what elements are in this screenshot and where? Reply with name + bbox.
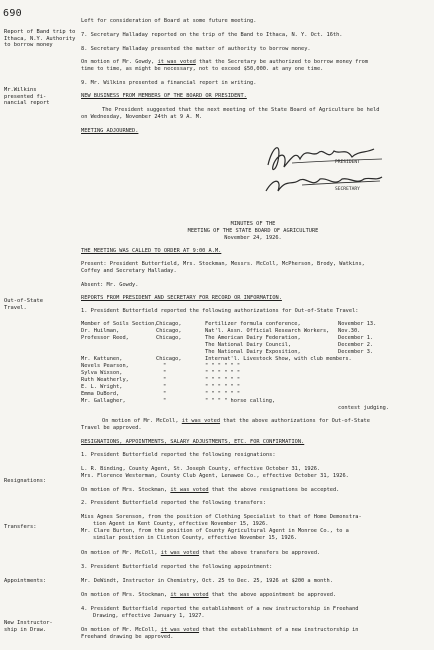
contest-judging: contest judging. [338, 405, 390, 411]
margin-note-transfers: Transfers: [4, 524, 37, 530]
page-number: 690 [3, 8, 22, 19]
president-suggestion-line-1: The President suggested that the next meeting of the State Board of Agriculture be held [102, 107, 380, 113]
called-to-order: THE MEETING WAS CALLED TO ORDER AT 9:00 A.M. [81, 248, 222, 254]
borrow-motion-line-2: time to time, as might be necessary, not to exceed $50,000. at any one time. [81, 66, 324, 72]
president-suggestion-line-2: on Wednesday, November 24th at 9 A. M. [81, 114, 203, 120]
minutes-page: 690 Report of Band trip to Ithaca, N.Y. Authority to borrow money Mr.Wilkins presented fi- nancial report Out-of-State Travel. Resignations: Transfers: Appointments: New Instructor- ship in Draw. Left for consideration of Board at some future meeting. 7. Secretary Halladay reported on the trip of the Band to Ithaca, N. Y. Oct. 16th. 8. Secretary Halladay presented the matter of authority to borrow money. On motion of Mr. Gowdy, it was voted that the Secretary be authorized to borrow money from time to time, as might be necessary, not to exceed $50,000. at any one time. 9. Mr. Wilkins presented a financial report in writing. NEW BUSINESS FROM MEMBERS OF THE BOARD OR PRESIDENT. The President suggested that the next meeting of the State Board of Agriculture be held on Wednesday, November 24th at 9 A. M. MEETING ADJOURNED. PRESIDENT SECRETARY MINUTES OF THE MEETING OF THE STATE BOARD OF AGRICULTURE November 24, 1926. THE MEETING WAS CALLED TO ORDER AT 9:00 A.M. Present: President Butterfield, Mrs. Stockman, Messrs. McColl, McPherson, Brody, Watkins, Coffey and Secretary Halladay. Absent: Mr. Gowdy. REPORTS FROM PRESIDENT AND SECRETARY FOR RECORD OR INFORMATION. 1. President Butterfield reported the following authorizations for Out-of-State Travel: Member of Soils Section, Chicago, Fertilizer formula conference, November 13. Dr. Huilman, Chicago, Nat'l. Assn. Official Research Workers, Nov.30. Professor Reed, Chicago, The American Dairy Federation, December 1. The National Dairy Council, December 2. The National Dairy Exposition, December 3. Mr. Kattunen, Chicago, Internat'l. Livestock Show, with club members. Nevels Pearson, " " " " " " " Sylva Wixson, " " " " " " " Ruth Weatherly, " " " " " " " E. L. Wright, " " " " " " " Emma DuBord, " " " " " " " Mr. Gallagher, " " " " " horse calling, contest judging. On motion of Mr. McColl, it was voted that the above authorizations for Out-of-State Travel be approved. RESIGNATIONS, APPOINTMENTS, SALARY ADJUSTMENTS, ETC. FOR CONFIRMATION. 1. President Butterfield reported the following resignations: L. R. Binding, County Agent, St. Joseph County, effective October 31, 1926. Mrs. Florence Westerman, County Club Agent, Lenawee Co., effective October 31, 1926. On motion of Mrs. Stockman, it was voted that the above resignations be accepted. 2. President Butterfield reported the following transfers: Miss Agnes Sorenson, from the position of Clothing Specialist to that of Home Demonstra- tion Agent in Kent County, effective November 15, 1926. Mr. Clare Burton, from the position of County Agricultural Agent in Monroe Co., to a similar position in Clinton County, effective November 15, 1926. On motion of Mr. McColl, it was voted that the above transfers be approved. 3. President Butterfield reported the following appointment: Mr. DeWindt, Instructor in Chemistry, Oct. 25 to Dec. 25, 1926 at $200 a month. On motion of Mrs. Stockman, it was voted that the above appointment be approved. 4. President Butterfield reported the establishment of a new instructorship in Freehand Drawing, effective January 1, 1927. On motion of Mr. McColl, it was voted that the establishment of a new instructorship in Freehand drawing be approved. [0, 0, 434, 650]
meeting-date: November 24, 1926. [224, 235, 282, 241]
margin-note-wilkins: Mr.Wilkins presented fi- nancial report [4, 87, 50, 107]
margin-note-appointments: Appointments: [4, 578, 47, 584]
appointments-item-3: 3. President Butterfield reported the following appointment: [81, 564, 273, 570]
instructorship-motion-line-1: On motion of Mr. McColl, it was voted that the establishment of a new instructorship in [81, 627, 359, 633]
signature-secretary-label: SECRETARY [335, 187, 360, 192]
margin-note-resignations: Resignations: [4, 478, 47, 484]
transfer-sorenson-line-1: Miss Agnes Sorenson, from the position of Clothing Specialist to that of Home Demonstra- [81, 514, 362, 520]
transfer-motion: On motion of Mr. McColl, it was voted that the above transfers be approved. [81, 550, 321, 556]
transfer-sorenson-line-2: tion Agent in Kent County, effective November 15, 1926. [93, 521, 269, 527]
margin-note-band-trip: Report of Band trip to Ithaca, N.Y. Authority to borrow money [4, 29, 76, 49]
travel-motion-line-1: On motion of Mr. McColl, it was voted that the above authorizations for Out-of-State [102, 418, 370, 424]
margin-note-out-of-state: Out-of-State Travel. [4, 298, 43, 311]
resignation-westerman: Mrs. Florence Westerman, County Club Agent, Lenawee Co., effective October 31, 1926. [81, 473, 349, 479]
minutes-heading: MINUTES OF THE [230, 221, 276, 227]
appointment-motion: On motion of Mrs. Stockman, it was voted that the above appointment be approved. [81, 592, 337, 598]
item-8: 8. Secretary Halladay presented the matter of authority to borrow money. [81, 46, 311, 52]
reports-heading: REPORTS FROM PRESIDENT AND SECRETARY FOR RECORD OR INFORMATION. [81, 295, 282, 301]
resignations-item-1: 1. President Butterfield reported the following resignations: [81, 452, 276, 458]
instructorship-motion-line-2: Freehand drawing be approved. [81, 634, 174, 640]
absent-line: Absent: Mr. Gowdy. [81, 282, 139, 288]
travel-motion-line-2: Travel be approved. [81, 425, 142, 431]
meeting-adjourned: MEETING ADJOURNED. [81, 128, 139, 134]
item-7: 7. Secretary Halladay reported on the trip of the Band to Ithaca, N. Y. Oct. 16th. [81, 32, 343, 38]
transfers-item-2: 2. President Butterfield reported the following transfers: [81, 500, 266, 506]
meeting-heading: MEETING OF THE STATE BOARD OF AGRICULTURE [187, 228, 319, 234]
present-line-1: Present: President Butterfield, Mrs. Stockman, Messrs. McColl, McPherson, Brody, Watkins, [81, 261, 365, 267]
resignation-binding: L. R. Binding, County Agent, St. Joseph County, effective October 31, 1926. [81, 466, 321, 472]
left-for-consideration: Left for consideration of Board at some future meeting. [81, 18, 257, 24]
resignation-motion: On motion of Mrs. Stockman, it was voted that the above resignations be accepted. [81, 487, 340, 493]
item-9: 9. Mr. Wilkins presented a financial report in writing. [81, 80, 257, 86]
signature-president-label: PRESIDENT [335, 160, 360, 165]
travel-item-1: 1. President Butterfield reported the following authorizations for Out-of-State Travel: [81, 308, 359, 314]
margin-note-new-instructorship: New Instructor- ship in Draw. [4, 620, 53, 633]
signature-president [262, 133, 392, 203]
instructorship-item-4-line-1: 4. President Butterfield reported the establishment of a new instructorship in Freehand [81, 606, 359, 612]
instructorship-item-4-line-2: Drawing, effective January 1, 1927. [93, 613, 205, 619]
transfer-burton-line-2: similar position in Clinton County, effective November 15, 1926. [93, 535, 298, 541]
borrow-motion-line-1: On motion of Mr. Gowdy, it was voted that the Secretary be authorized to borrow money from [81, 59, 369, 65]
resignations-heading: RESIGNATIONS, APPOINTMENTS, SALARY ADJUSTMENTS, ETC. FOR CONFIRMATION. [81, 439, 305, 445]
appointment-dewindt: Mr. DeWindt, Instructor in Chemistry, Oct. 25 to Dec. 25, 1926 at $200 a month. [81, 578, 333, 584]
new-business-heading: NEW BUSINESS FROM MEMBERS OF THE BOARD OR PRESIDENT. [81, 93, 247, 99]
present-line-2: Coffey and Secretary Halladay. [81, 268, 177, 274]
transfer-burton-line-1: Mr. Clare Burton, from the position of County Agricultural Agent in Monroe Co., to a [81, 528, 349, 534]
